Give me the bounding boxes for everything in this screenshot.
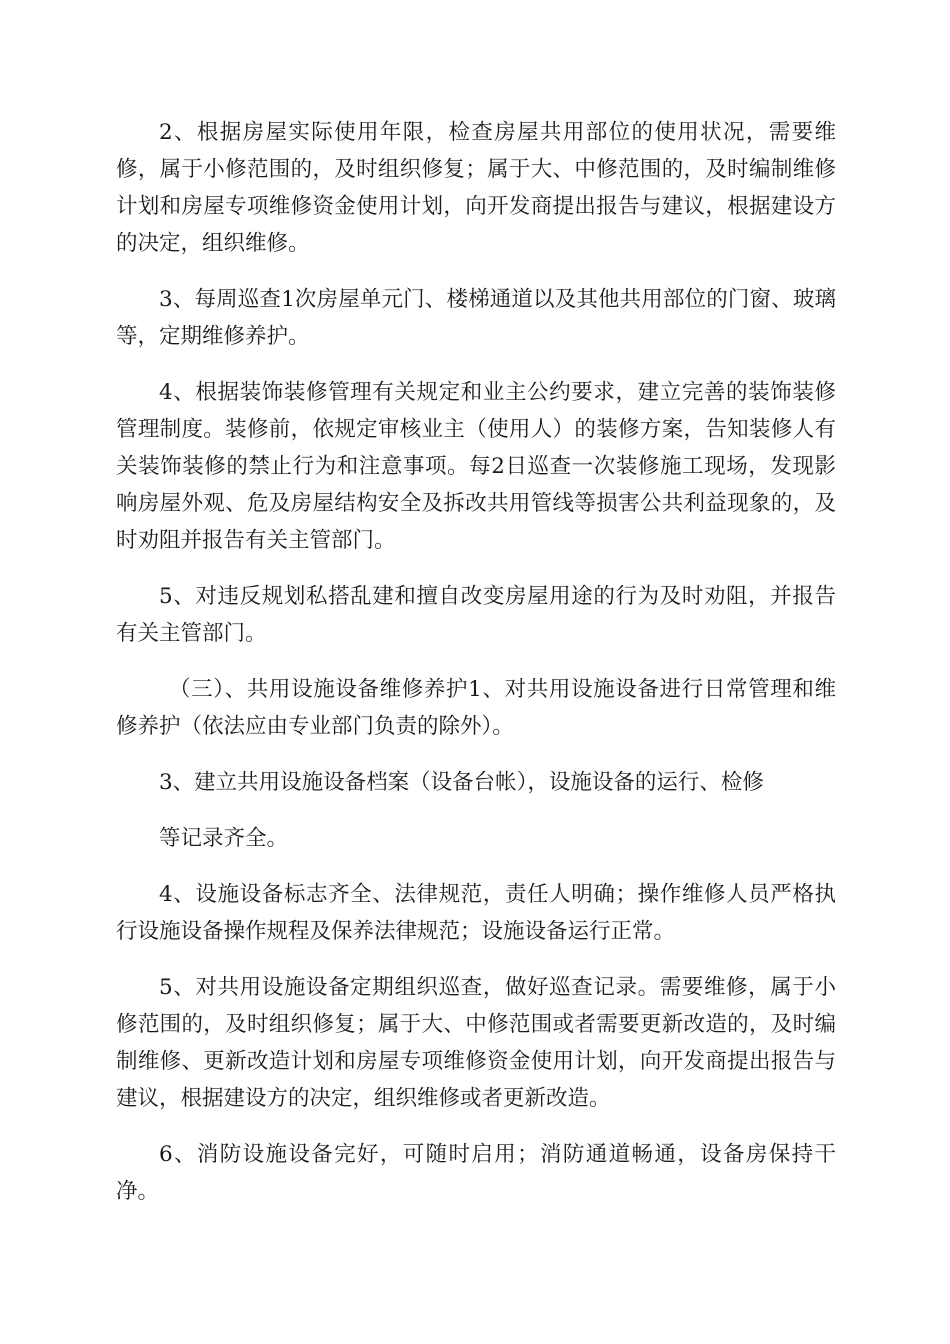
paragraph-item-5-facility-patrol: 5、对共用设施设备定期组织巡查，做好巡查记录。需要维修，属于小修范围的，及时组织修复；属于大、中修范围或者需要更新改造的，及时编制维修、更新改造计划和房屋专项维修资金使用计划，向开发商提出报告与建议，根据建设方的决定，组织维修或者更新改造。	[116, 975, 836, 1111]
paragraph-records-complete: 等记录齐全。	[159, 826, 289, 851]
paragraph-item-3-weekly-patrol: 3、每周巡查1次房屋单元门、楼梯通道以及其他共用部位的门窗、玻璃等，定期维修养护。	[116, 287, 836, 349]
paragraph-item-2-house-inspection: 2、根据房屋实际使用年限，检查房屋共用部位的使用状况，需要维修，属于小修范围的，及时组织修复；属于大、中修范围的，及时编制维修计划和房屋专项维修资金使用计划，向开发商提出报告与建议，根据建设方的决定，组织维修。	[116, 120, 836, 256]
paragraph-item-4-facility-signage: 4、设施设备标志齐全、法律规范，责任人明确；操作维修人员严格执行设施设备操作规程及保养法律规范；设施设备运行正常。	[116, 882, 836, 944]
paragraph-item-3-facility-records: 3、建立共用设施设备档案（设备台帐），设施设备的运行、检修	[159, 770, 764, 795]
document-body	[116, 114, 836, 1229]
paragraph-item-6-fire-facilities: 6、消防设施设备完好，可随时启用；消防通道畅通，设备房保持干净。	[116, 1142, 836, 1204]
paragraph-item-5-illegal-construction: 5、对违反规划私搭乱建和擅自改变房屋用途的行为及时劝阻，并报告有关主管部门。	[116, 584, 836, 646]
paragraph-item-4-decoration-management: 4、根据装饰装修管理有关规定和业主公约要求，建立完善的装饰装修管理制度。装修前，依规定审核业主（使用人）的装修方案，告知装修人有关装饰装修的禁止行为和注意事项。每2日巡查一次装修施工现场，发现影响房屋外观、危及房屋结构安全及拆改共用管线等损害公共利益现象的，及时劝阻并报告有关主管部门。	[116, 380, 836, 553]
paragraph-section-3-facility-maintenance: （三）、共用设施设备维修养护1、对共用设施设备进行日常管理和维修养护（依法应由专业部门负责的除外）。	[116, 677, 836, 739]
